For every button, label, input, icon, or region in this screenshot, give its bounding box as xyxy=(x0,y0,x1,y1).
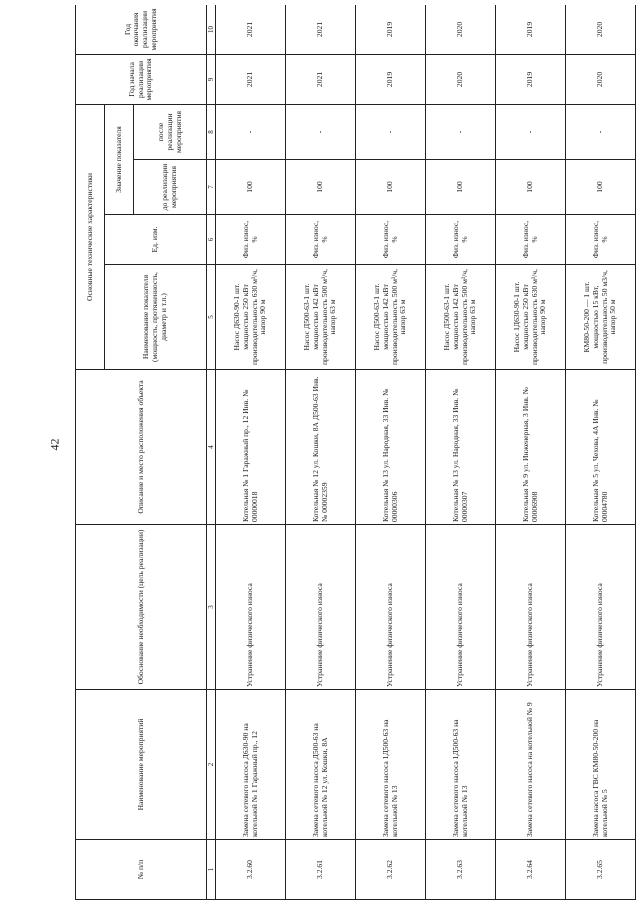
rotated-content xyxy=(75,5,636,900)
row-reason: Устранение физического износа xyxy=(216,525,286,690)
row-start-year: 2020 xyxy=(426,54,496,104)
row-num: 3.2.63 xyxy=(426,840,496,900)
header-tech-group: Основные технические характеристики xyxy=(76,104,105,369)
rotated-page xyxy=(75,5,636,900)
row-start-year: 2019 xyxy=(356,54,426,104)
table-row xyxy=(496,5,566,900)
measures-table xyxy=(75,5,636,900)
row-num: 3.2.60 xyxy=(216,840,286,900)
row-param: КМ80-50-200 — 1 шт. мощностью 15 кВт, производительность 50 м3/ч, напор 50 м xyxy=(566,265,636,370)
table-row xyxy=(216,5,286,900)
header-before: до реализации мероприятия xyxy=(134,160,207,215)
table-row xyxy=(356,5,426,900)
row-param: Насос Д630-90-1 шт. мощностью 250 кВт производительность 630 м³/ч, напор 90 м xyxy=(216,265,286,370)
row-description: Котельная № 5 ул. Чехова, 4А Инв. № 00004780 xyxy=(566,370,636,525)
row-start-year: 2021 xyxy=(286,54,356,104)
row-description: Котельная № 1 Гаражный пр., 12 Инв. № 00000018 xyxy=(216,370,286,525)
row-unit: Физ. износ, % xyxy=(426,215,496,265)
row-unit: Физ. износ, % xyxy=(356,215,426,265)
row-num: 3.2.62 xyxy=(356,840,426,900)
row-before: 100 xyxy=(286,160,356,215)
row-param: Насос 1Д630-90-1 шт. мощностью 250 кВт производительность 630 м³/ч, напор 90 м xyxy=(496,265,566,370)
column-number: 1 xyxy=(206,840,215,900)
column-number: 6 xyxy=(206,215,215,265)
table-row xyxy=(426,5,496,900)
row-reason: Устранение физического износа xyxy=(496,525,566,690)
row-reason: Устранение физического износа xyxy=(426,525,496,690)
column-number: 10 xyxy=(206,5,215,54)
row-before: 100 xyxy=(566,160,636,215)
column-number: 7 xyxy=(206,160,215,215)
row-name: Замена сетевого насоса 1Д500-63 на котельной № 13 xyxy=(356,690,426,840)
row-after: - xyxy=(566,104,636,159)
row-reason: Устранение физического износа xyxy=(566,525,636,690)
row-after: - xyxy=(496,104,566,159)
table-row xyxy=(286,5,356,900)
row-unit: Физ. износ, % xyxy=(566,215,636,265)
row-after: - xyxy=(356,104,426,159)
row-name: Замена сетевого насоса Д500-63 на котельной № 12 ул. Кошки, 8А xyxy=(286,690,356,840)
header-after: после реализации мероприятия xyxy=(134,104,207,159)
row-before: 100 xyxy=(216,160,286,215)
header-reason: Обоснование необходимости (цель реализации) xyxy=(76,525,207,690)
row-description: Котельная № 13 ул. Народная, 33 Инв. № 00000307 xyxy=(426,370,496,525)
column-number-row xyxy=(206,5,215,900)
row-name: Замена сетевого насоса Д630-90 на котельной № 1 Гаражный пр., 12 xyxy=(216,690,286,840)
header-param-name: Наименование показателя (мощность, протяженность, диаметр и т.п.) xyxy=(105,265,207,370)
header-num: № п/п xyxy=(76,840,207,900)
row-param: Насос Д500-63-1 шт. мощностью 142 кВт производительность 500 м³/ч, напор 63 м xyxy=(356,265,426,370)
row-unit: Физ. износ, % xyxy=(286,215,356,265)
table-row xyxy=(566,5,636,900)
column-number: 9 xyxy=(206,54,215,104)
column-number: 8 xyxy=(206,104,215,159)
row-end-year: 2019 xyxy=(356,5,426,54)
row-end-year: 2021 xyxy=(286,5,356,54)
row-description: Котельная № 13 ул. Народная, 33 Инв. № 00000306 xyxy=(356,370,426,525)
row-unit: Физ. износ, % xyxy=(496,215,566,265)
row-reason: Устранение физического износа xyxy=(356,525,426,690)
row-name: Замена сетевого насоса на котельной № 9 xyxy=(496,690,566,840)
row-end-year: 2020 xyxy=(566,5,636,54)
row-start-year: 2019 xyxy=(496,54,566,104)
row-unit: Физ. износ, % xyxy=(216,215,286,265)
column-number: 3 xyxy=(206,525,215,690)
header-name: Наименование мероприятий xyxy=(76,690,207,840)
row-start-year: 2020 xyxy=(566,54,636,104)
row-param: Насос Д500-63-1 шт. мощностью 142 кВт производительность 500 м³/ч, напор 63 м xyxy=(426,265,496,370)
row-param: Насос Д500-63-1 шт. мощностью 142 кВт производительность 500 м³/ч, напор 63 м xyxy=(286,265,356,370)
column-number: 2 xyxy=(206,690,215,840)
row-num: 3.2.61 xyxy=(286,840,356,900)
row-description: Котельная № 12 ул. Кошки, 8А Д500-63 Инв. № 00002359 xyxy=(286,370,356,525)
header-start-year: Год начала реализации мероприятия xyxy=(76,54,207,104)
row-end-year: 2019 xyxy=(496,5,566,54)
row-before: 100 xyxy=(426,160,496,215)
row-after: - xyxy=(216,104,286,159)
row-start-year: 2021 xyxy=(216,54,286,104)
row-name: Замена насоса ГВС КМ80-50-200 на котельной № 5 xyxy=(566,690,636,840)
row-before: 100 xyxy=(496,160,566,215)
header-unit: Ед. изм. xyxy=(105,215,207,265)
column-number: 5 xyxy=(206,265,215,370)
row-reason: Устранение физического износа xyxy=(286,525,356,690)
header-description: Описание и место расположения объекта xyxy=(76,370,207,525)
header-end-year: Год окончания реализации мероприятия xyxy=(76,5,207,54)
row-description: Котельная № 9 ул. Инженерная, 3 Инв. № 00006908 xyxy=(496,370,566,525)
row-name: Замена сетевого насоса 1Д500-63 на котельной № 13 xyxy=(426,690,496,840)
column-number: 4 xyxy=(206,370,215,525)
row-num: 3.2.64 xyxy=(496,840,566,900)
row-after: - xyxy=(286,104,356,159)
row-after: - xyxy=(426,104,496,159)
page-number: 42 xyxy=(47,438,62,451)
row-end-year: 2021 xyxy=(216,5,286,54)
row-before: 100 xyxy=(356,160,426,215)
header-values-group: Значение показателя xyxy=(105,104,134,214)
row-num: 3.2.65 xyxy=(566,840,636,900)
row-end-year: 2020 xyxy=(426,5,496,54)
